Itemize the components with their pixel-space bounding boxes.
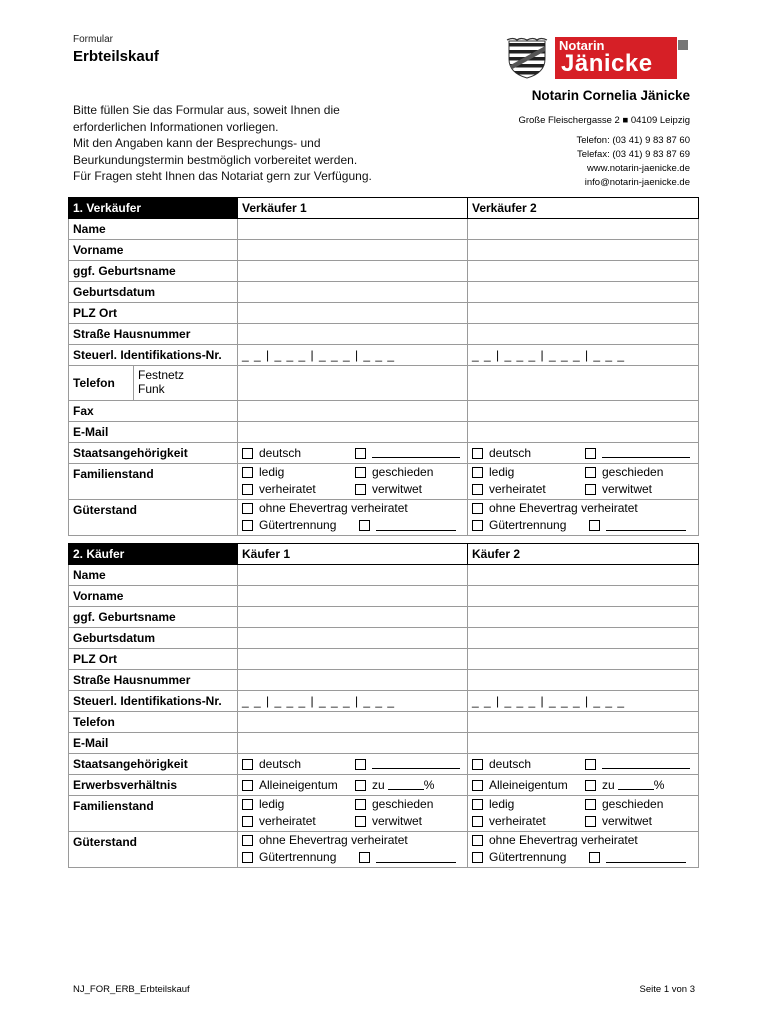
checkbox[interactable] (589, 852, 600, 863)
logo-line1: Notarin (559, 38, 605, 53)
section-heading: 1. Verkäufer (69, 198, 238, 219)
footer-doc-id: NJ_FOR_ERB_Erbteilskauf (73, 984, 190, 995)
checkbox[interactable] (355, 467, 366, 478)
seller2-phone-field[interactable] (468, 366, 699, 401)
checkbox[interactable] (585, 799, 596, 810)
option-label: zu (372, 778, 385, 792)
notary-logo (505, 37, 689, 79)
checkbox[interactable] (242, 799, 253, 810)
field-label: Geburtsdatum (69, 628, 238, 649)
field-label: Erwerbsverhältnis (69, 775, 238, 796)
seller1-phone-field[interactable] (238, 366, 468, 401)
field-label: Steuerl. Identifikations-Nr. (69, 691, 238, 712)
intro-line: Für Fragen steht Ihnen das Notariat gern zur Verfügung. (73, 169, 372, 183)
option-label: verheiratet (489, 814, 546, 828)
option-label: geschieden (372, 465, 434, 479)
checkbox[interactable] (472, 780, 483, 791)
blank-line[interactable] (602, 448, 690, 458)
checkbox[interactable] (585, 484, 596, 495)
option-label: geschieden (602, 797, 664, 811)
buyer-table (68, 543, 699, 868)
buyer1-firstname-field[interactable] (238, 586, 468, 607)
intro-line: Mit den Angaben kann der Besprechungs- und (73, 136, 321, 150)
seller2-name-field[interactable] (468, 219, 699, 240)
percent-blank[interactable] (618, 780, 654, 790)
checkbox[interactable] (472, 520, 483, 531)
intro-text (73, 102, 372, 185)
checkbox[interactable] (242, 467, 253, 478)
buyer2-zip-city-field[interactable] (468, 649, 699, 670)
field-label: Geburtsdatum (69, 282, 238, 303)
checkbox[interactable] (472, 799, 483, 810)
option-label: verheiratet (259, 482, 316, 496)
column-heading: Verkäufer 2 (468, 198, 699, 219)
field-label: Telefon (69, 712, 238, 733)
blank-line[interactable] (372, 759, 460, 769)
field-label: Güterstand (69, 500, 238, 536)
seller2-zip-city-field[interactable] (468, 303, 699, 324)
checkbox[interactable] (359, 852, 370, 863)
checkbox[interactable] (242, 835, 253, 846)
option-label: deutsch (489, 757, 532, 771)
buyer2-birthname-field[interactable] (468, 607, 699, 628)
field-label: Straße Hausnummer (69, 324, 238, 345)
buyer1-phone-field[interactable] (238, 712, 468, 733)
buyer1-zip-city-field[interactable] (238, 649, 468, 670)
percent-blank[interactable] (388, 780, 424, 790)
option-label: Gütertrennung (489, 850, 567, 864)
notary-email[interactable]: info@notarin-jaenicke.de (584, 177, 690, 188)
field-label: Güterstand (69, 832, 238, 868)
option-label: deutsch (259, 446, 302, 460)
logo-square (678, 40, 688, 50)
option-label: ledig (489, 465, 515, 479)
notary-contact (576, 134, 690, 190)
option-label: Gütertrennung (259, 850, 337, 864)
notary-phone: Telefon: (03 41) 9 83 87 60 (576, 135, 690, 146)
option-label: geschieden (602, 465, 664, 479)
field-label: Staatsangehörigkeit (69, 443, 238, 464)
buyer2-firstname-field[interactable] (468, 586, 699, 607)
buyer1-tax-id-field[interactable]: _ _ | _ _ _ | _ _ _ | _ _ _ (238, 691, 468, 712)
checkbox[interactable] (472, 759, 483, 770)
checkbox[interactable] (242, 759, 253, 770)
buyer2-birthdate-field[interactable] (468, 628, 699, 649)
checkbox[interactable] (472, 448, 483, 459)
option-label: verheiratet (259, 814, 316, 828)
checkbox[interactable] (242, 448, 253, 459)
form-kicker: Formular (73, 34, 114, 45)
checkbox[interactable] (472, 484, 483, 495)
option-label: Gütertrennung (259, 518, 337, 532)
checkbox[interactable] (472, 835, 483, 846)
column-heading: Käufer 2 (468, 544, 699, 565)
seller1-firstname-field[interactable] (238, 240, 468, 261)
checkbox[interactable] (242, 520, 253, 531)
checkbox[interactable] (355, 780, 366, 791)
option-label: verheiratet (489, 482, 546, 496)
field-label: Telefon (69, 366, 134, 400)
checkbox[interactable] (589, 520, 600, 531)
footer-page-number: Seite 1 von 3 (639, 984, 695, 995)
logo-line2: Jänicke (561, 50, 653, 77)
option-label: % (423, 778, 435, 792)
intro-line: erforderlichen Informationen vorliegen. (73, 119, 279, 134)
field-label: Steuerl. Identifikations-Nr. (69, 345, 238, 366)
seller2-tax-id-field[interactable]: _ _ | _ _ _ | _ _ _ | _ _ _ (468, 345, 699, 366)
option-label: ohne Ehevertrag verheiratet (489, 833, 638, 847)
seller1-email-field[interactable] (238, 422, 468, 443)
seller2-street-field[interactable] (468, 324, 699, 345)
intro-line: Bitte füllen Sie das Formular aus, soweit Ihnen die (73, 103, 340, 117)
checkbox[interactable] (472, 816, 483, 827)
field-label: ggf. Geburtsname (69, 607, 238, 628)
option-label: ledig (259, 797, 285, 811)
option-label: Alleineigentum (259, 778, 338, 792)
checkbox[interactable] (242, 816, 253, 827)
section-heading: 2. Käufer (69, 544, 238, 565)
field-label: Fax (69, 401, 238, 422)
column-heading: Käufer 1 (238, 544, 468, 565)
buyer2-name-field[interactable] (468, 565, 699, 586)
checkbox[interactable] (242, 780, 253, 791)
seller2-birthdate-field[interactable] (468, 282, 699, 303)
checkbox[interactable] (355, 448, 366, 459)
seller1-zip-city-field[interactable] (238, 303, 468, 324)
blank-line[interactable] (602, 759, 690, 769)
seller1-birthdate-field[interactable] (238, 282, 468, 303)
field-label: Vorname (69, 586, 238, 607)
checkbox[interactable] (359, 520, 370, 531)
blank-line[interactable] (376, 853, 456, 863)
checkbox[interactable] (585, 467, 596, 478)
blank-line[interactable] (372, 448, 460, 458)
checkbox[interactable] (242, 503, 253, 514)
seller2-firstname-field[interactable] (468, 240, 699, 261)
buyer2-street-field[interactable] (468, 670, 699, 691)
notary-web[interactable]: www.notarin-jaenicke.de (587, 163, 690, 174)
buyer1-street-field[interactable] (238, 670, 468, 691)
buyer2-email-field[interactable] (468, 733, 699, 754)
seller1-street-field[interactable] (238, 324, 468, 345)
field-label: Name (69, 565, 238, 586)
notary-name: Notarin Cornelia Jänicke (531, 88, 690, 103)
intro-line: Beurkundungstermin bestmöglich vorbereitet werden. (73, 152, 358, 167)
option-label: deutsch (489, 446, 532, 460)
field-label: PLZ Ort (69, 303, 238, 324)
field-label: Vorname (69, 240, 238, 261)
field-label: E-Mail (69, 733, 238, 754)
blank-line[interactable] (376, 521, 456, 531)
option-label: verwitwet (372, 482, 423, 496)
seller1-name-field[interactable] (238, 219, 468, 240)
field-label: Name (69, 219, 238, 240)
field-label: Staatsangehörigkeit (69, 754, 238, 775)
field-sublabel: Funk (138, 382, 165, 396)
checkbox[interactable] (355, 799, 366, 810)
checkbox[interactable] (585, 759, 596, 770)
seller2-fax-field[interactable] (468, 401, 699, 422)
seller2-email-field[interactable] (468, 422, 699, 443)
checkbox[interactable] (585, 816, 596, 827)
buyer2-phone-field[interactable] (468, 712, 699, 733)
checkbox[interactable] (355, 759, 366, 770)
field-label: Familienstand (69, 796, 238, 832)
field-label: Straße Hausnummer (69, 670, 238, 691)
buyer1-birthname-field[interactable] (238, 607, 468, 628)
field-label: PLZ Ort (69, 649, 238, 670)
field-sublabel: Festnetz (138, 368, 185, 382)
buyer1-name-field[interactable] (238, 565, 468, 586)
seller-table (68, 197, 699, 536)
blank-line[interactable] (606, 853, 686, 863)
phone-label-cell (69, 366, 238, 401)
buyer1-email-field[interactable] (238, 733, 468, 754)
field-label: Familienstand (69, 464, 238, 500)
seller1-birthname-field[interactable] (238, 261, 468, 282)
option-label: ohne Ehevertrag verheiratet (259, 501, 408, 515)
option-label: ledig (259, 465, 285, 479)
buyer1-birthdate-field[interactable] (238, 628, 468, 649)
checkbox[interactable] (472, 467, 483, 478)
option-label: verwitwet (372, 814, 423, 828)
option-label: Alleineigentum (489, 778, 568, 792)
checkbox[interactable] (585, 780, 596, 791)
notary-fax: Telefax: (03 41) 9 83 87 69 (576, 149, 690, 160)
checkbox[interactable] (585, 448, 596, 459)
option-label: ohne Ehevertrag verheiratet (259, 833, 408, 847)
field-label: ggf. Geburtsname (69, 261, 238, 282)
notary-address: Große Fleischergasse 2 ■ 04109 Leipzig (518, 115, 690, 126)
checkbox[interactable] (355, 816, 366, 827)
seller1-tax-id-field[interactable]: _ _ | _ _ _ | _ _ _ | _ _ _ (238, 345, 468, 366)
option-label: deutsch (259, 757, 302, 771)
option-label: ledig (489, 797, 515, 811)
column-heading: Verkäufer 1 (238, 198, 468, 219)
seller1-fax-field[interactable] (238, 401, 468, 422)
field-label: E-Mail (69, 422, 238, 443)
option-label: ohne Ehevertrag verheiratet (489, 501, 638, 515)
option-label: geschieden (372, 797, 434, 811)
seller2-birthname-field[interactable] (468, 261, 699, 282)
option-label: Gütertrennung (489, 518, 567, 532)
checkbox[interactable] (242, 852, 253, 863)
option-label: verwitwet (602, 814, 653, 828)
option-label: zu (602, 778, 615, 792)
checkbox[interactable] (355, 484, 366, 495)
page-title: Erbteilskauf (73, 48, 159, 65)
checkbox[interactable] (472, 503, 483, 514)
option-label: % (653, 778, 665, 792)
checkbox[interactable] (242, 484, 253, 495)
checkbox[interactable] (472, 852, 483, 863)
buyer2-tax-id-field[interactable]: _ _ | _ _ _ | _ _ _ | _ _ _ (468, 691, 699, 712)
blank-line[interactable] (606, 521, 686, 531)
option-label: verwitwet (602, 482, 653, 496)
